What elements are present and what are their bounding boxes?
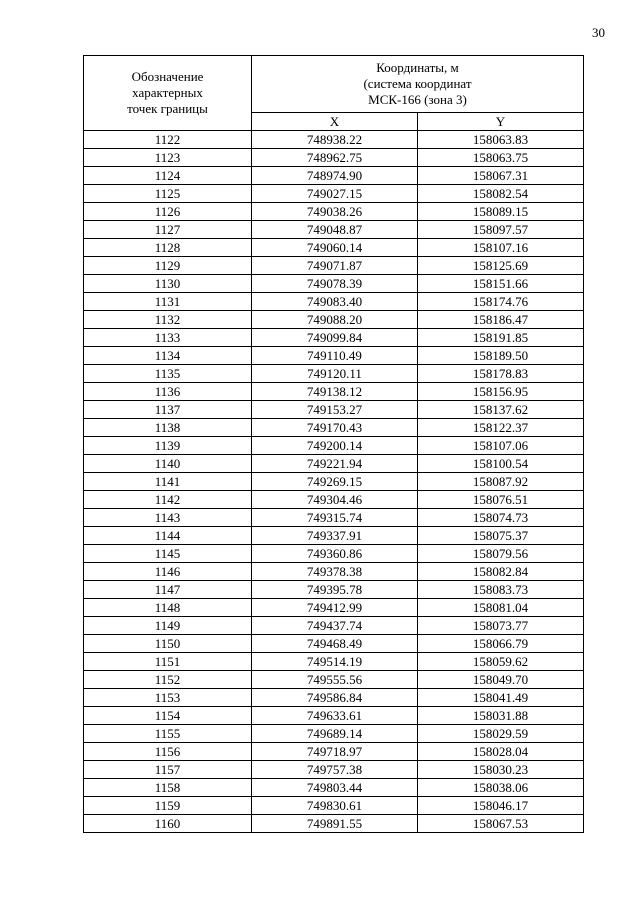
x-column-header: X xyxy=(252,113,418,131)
point-id-cell: 1123 xyxy=(84,149,252,167)
x-coordinate-cell: 749803.44 xyxy=(252,779,418,797)
y-coordinate-cell: 158083.73 xyxy=(418,581,584,599)
table-row xyxy=(84,563,584,581)
y-coordinate-cell: 158031.88 xyxy=(418,707,584,725)
y-coordinate-cell: 158097.57 xyxy=(418,221,584,239)
y-coordinate-cell: 158067.53 xyxy=(418,815,584,833)
point-id-cell: 1125 xyxy=(84,185,252,203)
table-row xyxy=(84,149,584,167)
y-coordinate-cell: 158063.83 xyxy=(418,131,584,149)
table-row xyxy=(84,491,584,509)
y-column-header: Y xyxy=(418,113,584,131)
x-coordinate-cell: 749120.11 xyxy=(252,365,418,383)
y-coordinate-cell: 158191.85 xyxy=(418,329,584,347)
y-coordinate-cell: 158059.62 xyxy=(418,653,584,671)
table-row xyxy=(84,635,584,653)
y-coordinate-cell: 158122.37 xyxy=(418,419,584,437)
y-coordinate-cell: 158174.76 xyxy=(418,293,584,311)
point-id-cell: 1156 xyxy=(84,743,252,761)
point-id-cell: 1159 xyxy=(84,797,252,815)
y-coordinate-cell: 158156.95 xyxy=(418,383,584,401)
y-coordinate-cell: 158107.16 xyxy=(418,239,584,257)
x-coordinate-cell: 749689.14 xyxy=(252,725,418,743)
x-coordinate-cell: 749088.20 xyxy=(252,311,418,329)
x-coordinate-cell: 749412.99 xyxy=(252,599,418,617)
y-coordinate-cell: 158028.04 xyxy=(418,743,584,761)
y-coordinate-cell: 158046.17 xyxy=(418,797,584,815)
point-header-line-1: Обозначение xyxy=(131,69,204,84)
x-coordinate-cell: 749110.49 xyxy=(252,347,418,365)
y-coordinate-cell: 158089.15 xyxy=(418,203,584,221)
point-id-cell: 1151 xyxy=(84,653,252,671)
y-coordinate-cell: 158125.69 xyxy=(418,257,584,275)
y-coordinate-cell: 158082.84 xyxy=(418,563,584,581)
x-coordinate-cell: 749468.49 xyxy=(252,635,418,653)
y-coordinate-cell: 158067.31 xyxy=(418,167,584,185)
point-id-cell: 1141 xyxy=(84,473,252,491)
table-row xyxy=(84,473,584,491)
x-coordinate-cell: 749083.40 xyxy=(252,293,418,311)
table-row xyxy=(84,527,584,545)
point-header-line-3: точек границы xyxy=(127,101,208,116)
table-row xyxy=(84,257,584,275)
point-id-cell: 1157 xyxy=(84,761,252,779)
point-column-header xyxy=(84,56,252,131)
table-row xyxy=(84,617,584,635)
point-id-cell: 1129 xyxy=(84,257,252,275)
point-id-cell: 1154 xyxy=(84,707,252,725)
point-id-cell: 1133 xyxy=(84,329,252,347)
point-id-cell: 1127 xyxy=(84,221,252,239)
table-row xyxy=(84,365,584,383)
page-number: 30 xyxy=(592,25,605,40)
point-id-cell: 1145 xyxy=(84,545,252,563)
x-coordinate-cell: 749048.87 xyxy=(252,221,418,239)
y-coordinate-cell: 158074.73 xyxy=(418,509,584,527)
y-coordinate-cell: 158038.06 xyxy=(418,779,584,797)
point-id-cell: 1158 xyxy=(84,779,252,797)
x-coordinate-cell: 749269.15 xyxy=(252,473,418,491)
table-row xyxy=(84,419,584,437)
table-body xyxy=(84,131,584,833)
y-coordinate-cell: 158081.04 xyxy=(418,599,584,617)
x-coordinate-cell: 749360.86 xyxy=(252,545,418,563)
table-row xyxy=(84,725,584,743)
table-row xyxy=(84,311,584,329)
y-coordinate-cell: 158100.54 xyxy=(418,455,584,473)
y-coordinate-cell: 158079.56 xyxy=(418,545,584,563)
y-coordinate-cell: 158137.62 xyxy=(418,401,584,419)
y-coordinate-cell: 158087.92 xyxy=(418,473,584,491)
coords-header-line-1: Координаты, м xyxy=(376,60,459,75)
y-coordinate-cell: 158041.49 xyxy=(418,689,584,707)
y-coordinate-cell: 158073.77 xyxy=(418,617,584,635)
point-id-cell: 1124 xyxy=(84,167,252,185)
x-coordinate-cell: 748962.75 xyxy=(252,149,418,167)
table-row xyxy=(84,707,584,725)
table-row xyxy=(84,509,584,527)
table-row xyxy=(84,401,584,419)
point-id-cell: 1136 xyxy=(84,383,252,401)
point-id-cell: 1138 xyxy=(84,419,252,437)
point-id-cell: 1160 xyxy=(84,815,252,833)
y-coordinate-cell: 158030.23 xyxy=(418,761,584,779)
x-coordinate-cell: 749757.38 xyxy=(252,761,418,779)
y-coordinate-cell: 158076.51 xyxy=(418,491,584,509)
x-coordinate-cell: 749138.12 xyxy=(252,383,418,401)
table-row xyxy=(84,815,584,833)
x-coordinate-cell: 749078.39 xyxy=(252,275,418,293)
x-coordinate-cell: 749027.15 xyxy=(252,185,418,203)
x-coordinate-cell: 749038.26 xyxy=(252,203,418,221)
table-row xyxy=(84,239,584,257)
point-id-cell: 1122 xyxy=(84,131,252,149)
x-coordinate-cell: 749153.27 xyxy=(252,401,418,419)
coordinates-header xyxy=(252,56,584,113)
point-id-cell: 1142 xyxy=(84,491,252,509)
x-coordinate-cell: 749315.74 xyxy=(252,509,418,527)
point-id-cell: 1155 xyxy=(84,725,252,743)
table-row xyxy=(84,671,584,689)
x-coordinate-cell: 748974.90 xyxy=(252,167,418,185)
table-row xyxy=(84,329,584,347)
point-id-cell: 1147 xyxy=(84,581,252,599)
point-header-line-2: характерных xyxy=(132,85,203,100)
x-coordinate-cell: 749221.94 xyxy=(252,455,418,473)
point-id-cell: 1134 xyxy=(84,347,252,365)
x-coordinate-cell: 749337.91 xyxy=(252,527,418,545)
x-coordinate-cell: 749060.14 xyxy=(252,239,418,257)
table-row xyxy=(84,455,584,473)
x-coordinate-cell: 748938.22 xyxy=(252,131,418,149)
y-coordinate-cell: 158151.66 xyxy=(418,275,584,293)
table-row xyxy=(84,293,584,311)
x-coordinate-cell: 749555.56 xyxy=(252,671,418,689)
point-id-cell: 1137 xyxy=(84,401,252,419)
point-id-cell: 1128 xyxy=(84,239,252,257)
x-coordinate-cell: 749633.61 xyxy=(252,707,418,725)
table-header xyxy=(84,56,584,131)
table-row xyxy=(84,275,584,293)
point-id-cell: 1130 xyxy=(84,275,252,293)
table-row xyxy=(84,131,584,149)
coords-header-line-2: (система координат xyxy=(363,76,472,91)
coords-header-line-3: МСК-166 (зона 3) xyxy=(368,92,467,107)
table-row xyxy=(84,347,584,365)
y-coordinate-cell: 158189.50 xyxy=(418,347,584,365)
table-row xyxy=(84,545,584,563)
table-row xyxy=(84,797,584,815)
y-coordinate-cell: 158075.37 xyxy=(418,527,584,545)
y-coordinate-cell: 158029.59 xyxy=(418,725,584,743)
y-coordinate-cell: 158186.47 xyxy=(418,311,584,329)
point-id-cell: 1148 xyxy=(84,599,252,617)
y-coordinate-cell: 158107.06 xyxy=(418,437,584,455)
x-coordinate-cell: 749378.38 xyxy=(252,563,418,581)
table-row xyxy=(84,437,584,455)
x-coordinate-cell: 749200.14 xyxy=(252,437,418,455)
point-id-cell: 1140 xyxy=(84,455,252,473)
y-coordinate-cell: 158063.75 xyxy=(418,149,584,167)
point-id-cell: 1143 xyxy=(84,509,252,527)
y-coordinate-cell: 158049.70 xyxy=(418,671,584,689)
x-coordinate-cell: 749395.78 xyxy=(252,581,418,599)
table-row xyxy=(84,221,584,239)
point-id-cell: 1150 xyxy=(84,635,252,653)
table-row xyxy=(84,203,584,221)
point-id-cell: 1135 xyxy=(84,365,252,383)
table-row xyxy=(84,383,584,401)
x-coordinate-cell: 749170.43 xyxy=(252,419,418,437)
x-coordinate-cell: 749830.61 xyxy=(252,797,418,815)
table-row xyxy=(84,743,584,761)
coordinates-table xyxy=(83,55,584,833)
point-id-cell: 1153 xyxy=(84,689,252,707)
x-coordinate-cell: 749718.97 xyxy=(252,743,418,761)
y-coordinate-cell: 158066.79 xyxy=(418,635,584,653)
table-row xyxy=(84,185,584,203)
y-coordinate-cell: 158178.83 xyxy=(418,365,584,383)
table-row xyxy=(84,761,584,779)
x-coordinate-cell: 749071.87 xyxy=(252,257,418,275)
point-id-cell: 1144 xyxy=(84,527,252,545)
table-row xyxy=(84,689,584,707)
x-coordinate-cell: 749514.19 xyxy=(252,653,418,671)
x-coordinate-cell: 749437.74 xyxy=(252,617,418,635)
point-id-cell: 1131 xyxy=(84,293,252,311)
table-row xyxy=(84,167,584,185)
x-coordinate-cell: 749586.84 xyxy=(252,689,418,707)
point-id-cell: 1126 xyxy=(84,203,252,221)
x-coordinate-cell: 749304.46 xyxy=(252,491,418,509)
x-coordinate-cell: 749891.55 xyxy=(252,815,418,833)
table-row xyxy=(84,581,584,599)
table-row xyxy=(84,653,584,671)
y-coordinate-cell: 158082.54 xyxy=(418,185,584,203)
point-id-cell: 1132 xyxy=(84,311,252,329)
point-id-cell: 1139 xyxy=(84,437,252,455)
point-id-cell: 1149 xyxy=(84,617,252,635)
point-id-cell: 1146 xyxy=(84,563,252,581)
point-id-cell: 1152 xyxy=(84,671,252,689)
table-row xyxy=(84,599,584,617)
x-coordinate-cell: 749099.84 xyxy=(252,329,418,347)
table-row xyxy=(84,779,584,797)
